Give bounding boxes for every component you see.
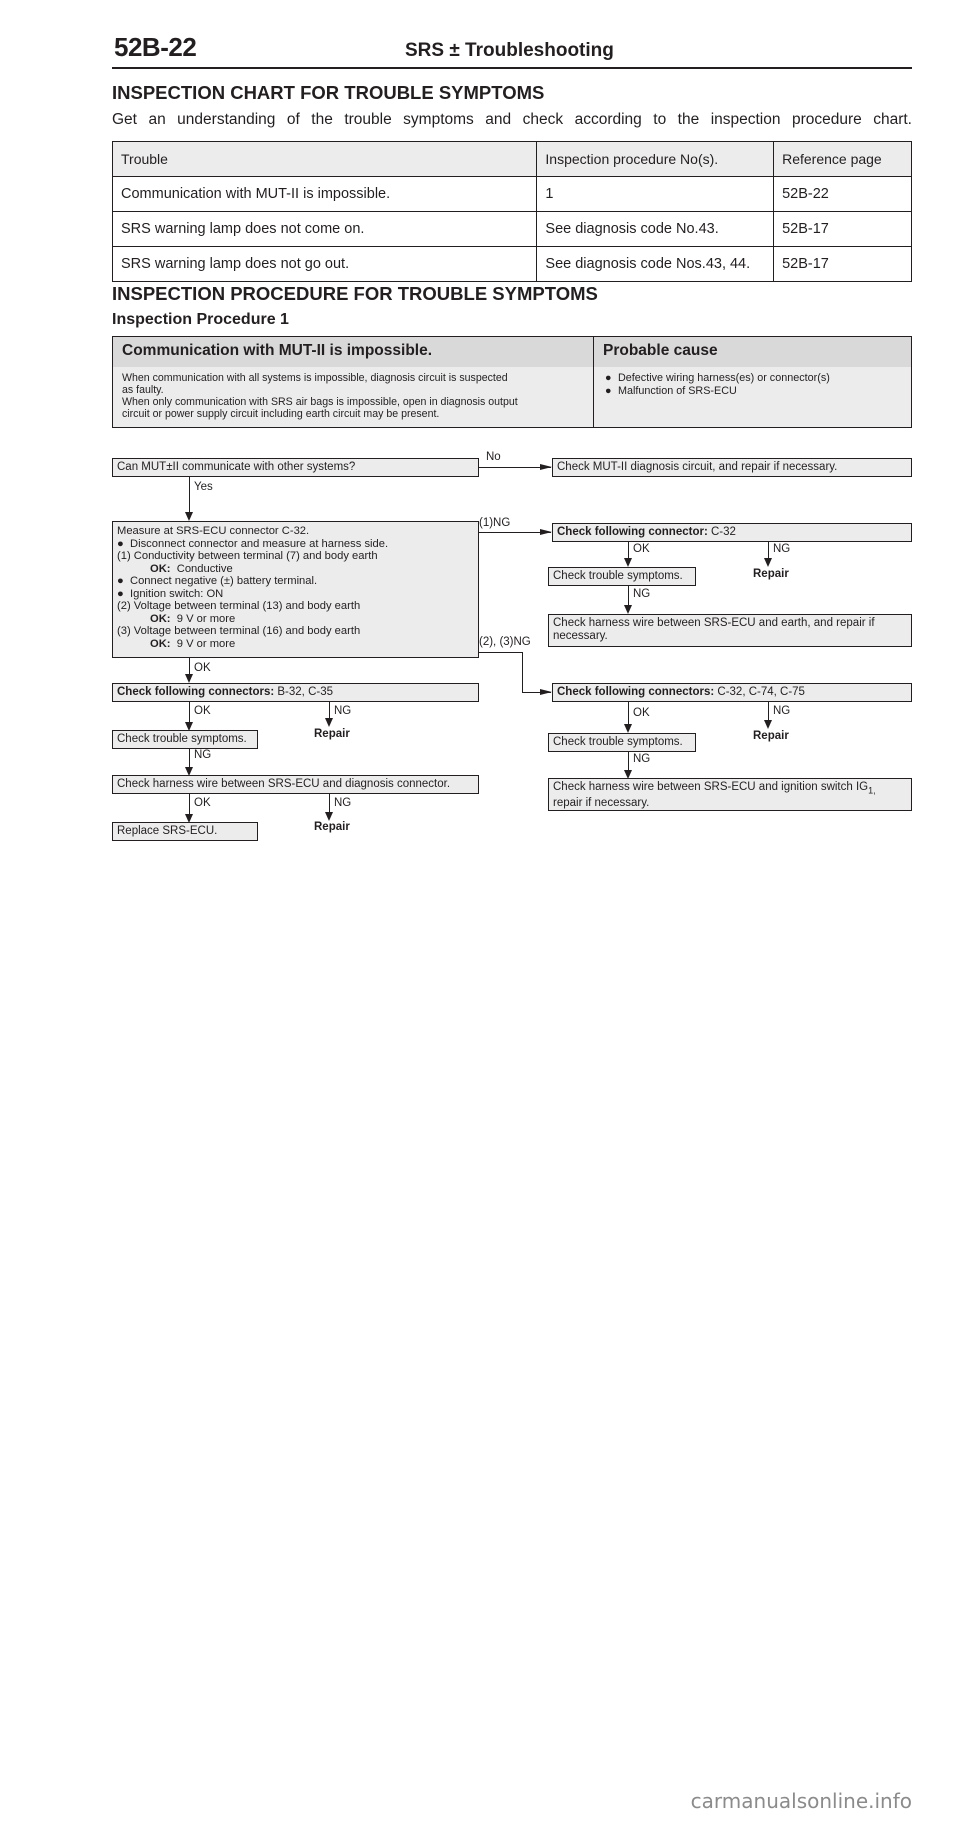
header-rule xyxy=(112,67,912,69)
page-number: 52B-22 xyxy=(114,32,197,62)
table-row xyxy=(113,247,912,282)
procedure-description xyxy=(122,372,584,420)
table-header-row xyxy=(113,142,912,177)
ok-label: OK xyxy=(194,662,211,674)
ng-label: NG xyxy=(773,705,791,717)
repair-label: Repair xyxy=(753,568,789,580)
flow-line xyxy=(329,794,330,814)
ng-label: NG xyxy=(334,797,352,809)
arrow-right-icon xyxy=(540,689,552,695)
flow-question-box: Can MUT±II communicate with other systems? xyxy=(112,458,479,477)
arrow-right-icon xyxy=(540,464,552,470)
ng-label: NG xyxy=(633,753,651,765)
description-line: When communication with all systems is impossible, diagnosis circuit is suspected xyxy=(122,372,508,384)
arrow-down-icon xyxy=(764,720,772,729)
repair-label: Repair xyxy=(753,730,789,742)
table-header-cell: Inspection procedure No(s). xyxy=(537,142,774,177)
table-cell: 1 xyxy=(537,177,774,212)
probable-cause-list xyxy=(605,372,830,397)
ok-label: OK xyxy=(633,707,650,719)
ng-label: NG xyxy=(773,543,791,555)
ng-label: NG xyxy=(194,749,212,761)
ng23-label: (2), (3)NG xyxy=(479,636,531,648)
table-cell: 52B-22 xyxy=(774,177,912,212)
description-line: circuit or power supply circuit including earth circuit may be present. xyxy=(122,408,440,420)
procedure-divider xyxy=(593,336,594,428)
ok-label: OK xyxy=(633,543,650,555)
bullet-icon: ● xyxy=(605,372,612,384)
table-row xyxy=(113,177,912,212)
repair-label: Repair xyxy=(314,821,350,833)
arrow-right-icon xyxy=(540,529,552,535)
arrow-down-icon xyxy=(185,512,193,521)
ng1-label: (1)NG xyxy=(479,517,511,529)
arrow-down-icon xyxy=(325,812,333,821)
inspection-chart-table xyxy=(112,141,912,282)
description-line: When only communication with SRS air bags is impossible, open in diagnosis output xyxy=(122,396,518,408)
bullet-icon: ● xyxy=(605,384,612,397)
replace-ecu-box: Replace SRS-ECU. xyxy=(112,822,258,841)
harness-ig-box: Check harness wire between SRS-ECU and ignition switch $IG_{1,}$ repair if necessary. xyxy=(548,778,912,811)
check-connector-c32-box: Check following connector: C-32 xyxy=(552,523,912,542)
check-connectors-c32-c74-c75-box: Check following connectors: C-32, C-74, C-75 xyxy=(552,683,912,702)
repair-label: Repair xyxy=(314,728,350,740)
ok-label: OK xyxy=(194,705,211,717)
list-item: ● Malfunction of SRS-ECU xyxy=(605,384,737,397)
page-title: SRS ± Troubleshooting xyxy=(405,40,614,61)
arrow-down-icon xyxy=(764,558,772,567)
ng-label: NG xyxy=(334,705,352,717)
measure-box: Measure at SRS-ECU connector C-32. ● Disconnect connector and measure at harness side. (1) Conductivity between terminal (7) and body earth OK: Conductive ● Connect negative (±) battery terminal. ● Ignition switch: ON (2) Voltage between terminal (13) and body earth OK: 9 V or more (3) Voltage between terminal (16) and body earth OK: 9 V or more xyxy=(112,521,479,658)
harness-earth-box: Check harness wire between SRS-ECU and earth, and repair if necessary. xyxy=(548,614,912,647)
table-cell: SRS warning lamp does not go out. xyxy=(113,247,537,282)
table-cell: See diagnosis code Nos.43, 44. xyxy=(537,247,774,282)
table-cell: 52B-17 xyxy=(774,212,912,247)
check-trouble-box: Check trouble symptoms. xyxy=(112,730,258,749)
no-action-box: Check MUT-II diagnosis circuit, and repair if necessary. xyxy=(552,458,912,477)
flow-line xyxy=(522,652,523,692)
check-connectors-b32-c35-box: Check following connectors: B-32, C-35 xyxy=(112,683,479,702)
probable-cause-heading: Probable cause xyxy=(603,342,718,359)
arrow-down-icon xyxy=(325,718,333,727)
flow-line xyxy=(189,794,190,816)
table-cell: SRS warning lamp does not come on. xyxy=(113,212,537,247)
check-trouble-box: Check trouble symptoms. xyxy=(548,733,696,752)
flow-line xyxy=(628,702,629,726)
intro-text: Get an understanding of the trouble symptoms and check according to the inspection procedure chart. xyxy=(112,111,912,128)
ok-label: OK xyxy=(194,797,211,809)
flow-line xyxy=(189,477,190,513)
arrow-down-icon xyxy=(185,674,193,683)
table-cell: See diagnosis code No.43. xyxy=(537,212,774,247)
arrow-down-icon xyxy=(624,558,632,567)
procedure-subheading: Inspection Procedure 1 xyxy=(112,311,289,328)
flow-line xyxy=(189,749,190,769)
table-header-cell: Reference page xyxy=(774,142,912,177)
arrow-down-icon xyxy=(624,605,632,614)
list-item: ● Defective wiring harness(es) or connector(s) xyxy=(605,372,830,384)
check-trouble-box: Check trouble symptoms. xyxy=(548,567,696,586)
harness-diag-box: Check harness wire between SRS-ECU and diagnosis connector. xyxy=(112,775,479,794)
arrow-down-icon xyxy=(624,724,632,733)
yes-label: Yes xyxy=(194,481,213,493)
section-heading-procedure: INSPECTION PROCEDURE FOR TROUBLE SYMPTOMS xyxy=(112,283,598,304)
flow-line xyxy=(479,652,522,653)
flow-line xyxy=(189,702,190,724)
ng-label: NG xyxy=(633,588,651,600)
flow-line xyxy=(628,752,629,772)
no-label: No xyxy=(486,451,501,463)
description-line: as faulty. xyxy=(122,384,164,396)
table-cell: Communication with MUT-II is impossible. xyxy=(113,177,537,212)
section-heading-chart: INSPECTION CHART FOR TROUBLE SYMPTOMS xyxy=(112,82,545,103)
table-row xyxy=(113,212,912,247)
table-cell: 52B-17 xyxy=(774,247,912,282)
procedure-title: Communication with MUT-II is impossible. xyxy=(122,342,433,359)
table-header-cell: Trouble xyxy=(113,142,537,177)
watermark: carmanualsonline.info xyxy=(690,1789,912,1813)
